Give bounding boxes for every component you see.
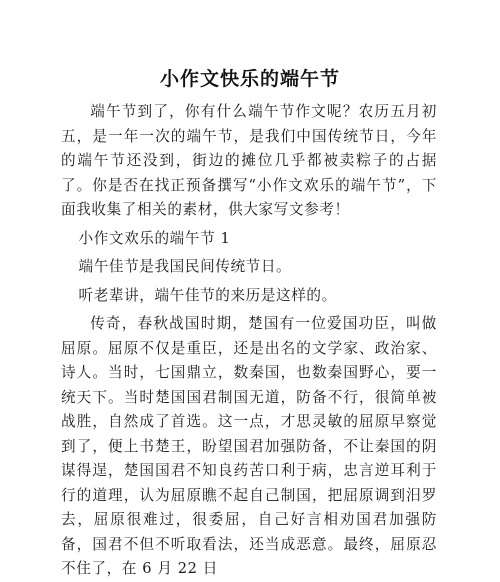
section-heading: 小作文欢乐的端午节 1 — [78, 229, 231, 247]
intro-paragraph: 端午节到了，你有什么端午节作文呢？农历五月初五，是一年一次的端午节，是我们中国传统节日，今年的端午节还没到，街边的摊位几乎都被卖粽子的占据了。你是否在找正预备撰写“小作文欢乐的端午节”，下面我收集了相关的素材，供大家写文参考！ — [61, 103, 437, 218]
document-body — [61, 100, 437, 582]
paragraph: 听老辈讲，端午佳节的来历是这样的。 — [78, 286, 337, 304]
document-title: 小作文快乐的端午节 — [159, 68, 340, 90]
paragraph: 传奇，春秋战国时期，楚国有一位爱国功臣，叫做屈原。屈原不仅是重臣，还是出名的文学家、政治家、诗人。当时，七国鼎立，数秦国，也数秦国野心，要一统天下。当时楚国国君制国无道，防备不行，很简单被战胜，自然成了首选。这一点，才思灵敏的屈原早察觉到了，便上书楚王，盼望国君加强防备，不让秦国的阴谋得逞，楚国国君不知良药苦口利于病，忠言逆耳利于行的道理，认为屈原瞧不起自己制国，把屈原调到汨罗去，屈原很难过，很委屈，自己好言相劝国君加强防备，国君不但不听取看法，还当成恶意。最终，屈原忍不住了，在 6 月 22 日 — [61, 315, 437, 577]
paragraph: 端午佳节是我国民间传统节日。 — [78, 258, 292, 275]
